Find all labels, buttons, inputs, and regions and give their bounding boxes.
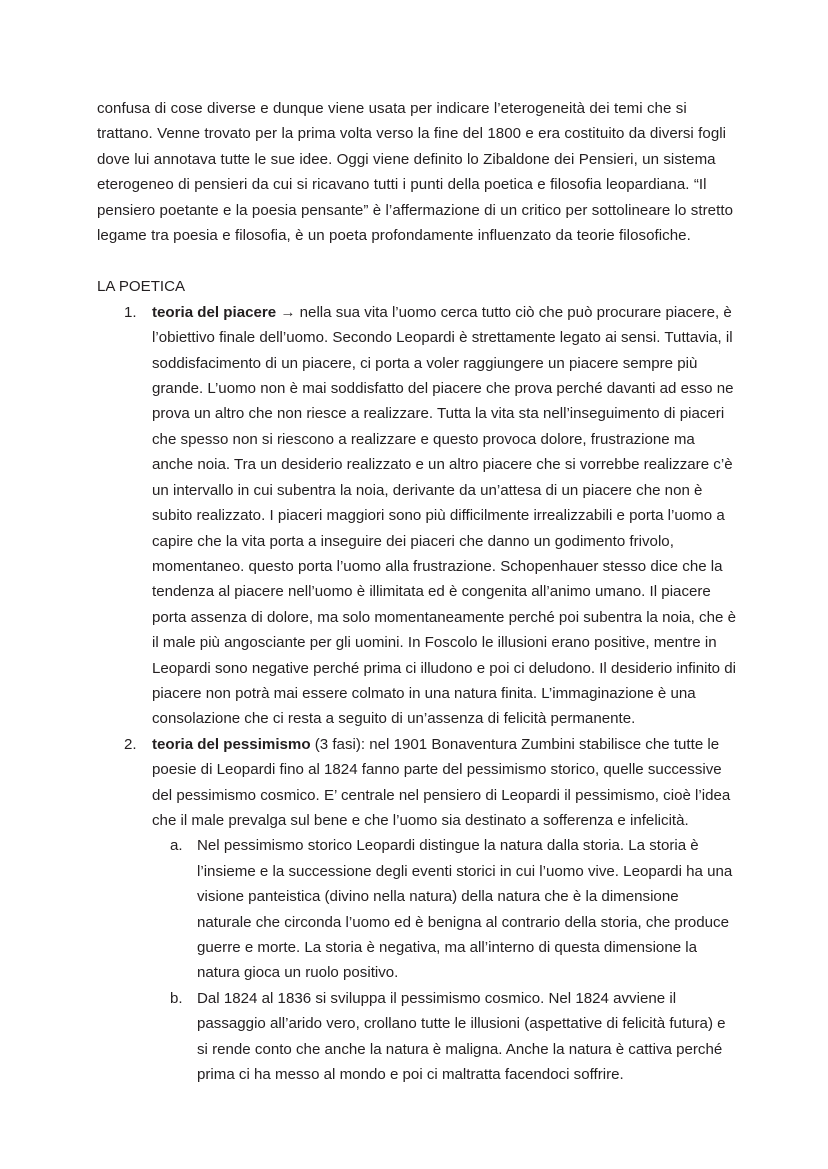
sublist-item-text: Dal 1824 al 1836 si sviluppa il pessimismo cosmico. Nel 1824 avviene il passaggio all’arido vero, crollano tutte le illusioni (aspettative di felicità futura) e si rende conto che anche la natura è maligna. Anche la natura è cattiva perché prima ci ha messo al mondo e poi ci maltratta facendoci soffrire. xyxy=(197,989,726,1084)
section-heading-la-poetica: LA POETICA xyxy=(97,278,186,296)
list-marker: 1. xyxy=(124,303,137,321)
list-item-term: teoria del piacere xyxy=(152,303,277,321)
sublist-item xyxy=(152,986,737,1088)
sublist-item-text: Nel pessimismo storico Leopardi distingue la natura dalla storia. La storia è l’insieme e la successione degli eventi storici in cui l’uomo vive. Leopardi ha una visione panteistica (divino nella natura) della natura che è la dimensione naturale che circonda l’uomo ed è benigna al contrario della storia, che produce guerre e morte. La storia è negativa, ma all’interno di questa dimensione la natura gioca un ruolo positivo. xyxy=(197,837,733,982)
list-marker: 2. xyxy=(124,735,137,753)
list-item xyxy=(97,300,737,732)
arrow-icon: → xyxy=(276,303,300,321)
list-item-body xyxy=(152,300,737,732)
list-item-term: teoria del pessimismo xyxy=(152,735,311,753)
sublist-marker: a. xyxy=(170,837,183,855)
pessimismo-lettered-sublist xyxy=(152,833,737,1087)
intro-paragraph: confusa di cose diverse e dunque viene usata per indicare l’eterogeneità dei temi che si trattano. Venne trovato per la prima volta verso la fine del 1800 e era costituito da diversi fogli dove lui annotava tutte le sue idee. Oggi viene definito lo Zibaldone dei Pensieri, un sistema eterogeneo di pensieri da cui si ricavano tutti i punti della poetica e filosofia leopardiana. “Il pensiero poetante e la poesia pensante” è l’affermazione di un critico per sottolineare lo stretto legame tra poesia e filosofia, è un poeta profondamente influenzato da teorie filosofiche. xyxy=(97,100,734,245)
list-item-body xyxy=(152,732,737,834)
list-item-text: nella sua vita l’uomo cerca tutto ciò che può procurare piacere, è l’obiettivo finale dell’uomo. Secondo Leopardi è strettamente legato ai sensi. Tuttavia, il soddisfacimento di un piacere, ci porta a voler raggiungere un piacere sempre più grande. L’uomo non è mai soddisfatto del piacere che prova perché davanti ad esso ne prova un altro che non riesce a realizzare. Tutta la vita sta nell’inseguimento di piaceri che spesso non si riescono a realizzare e questo provoca dolore, frustrazione ma anche noia. Tra un desiderio realizzato e un altro piacere che si vorrebbe realizzare c’è un intervallo in cui subentra la noia, derivante da un’attesa di un piacere che non è subito realizzato. I piaceri maggiori sono più difficilmente irrealizzabili e porta l’uomo a capire che la vita porta a inseguire dei piaceri che danno un godimento frivolo, momentaneo. questo porta l’uomo alla frustrazione. Schopenhauer stesso dice che la tendenza al piacere nell’uomo è illimitata ed è congenita all’animo umano. Il piacere porta assenza di dolore, ma solo momentaneamente perché poi subentra la noia, che è il male più angosciante per gli uomini. In Foscolo le illusioni erano positive, mentre in Leopardi sono negative perché prima ci illudono e poi ci deludono. Il desiderio infinito di piacere non potrà mai essere colmato in una natura finita. L’immaginazione è una consolazione che ci resta a seguito di un’assenza di felicità permanente. xyxy=(152,303,736,728)
sublist-marker: b. xyxy=(170,989,183,1007)
poetica-numbered-list xyxy=(97,300,737,1088)
sublist-item xyxy=(152,833,737,985)
list-item-text: (3 fasi): nel 1901 Bonaventura Zumbini stabilisce che tutte le poesie di Leopardi fino al 1824 fanno parte del pessimismo storico, quelle successive del pessimismo cosmico. E’ centrale nel pensiero di Leopardi il pessimismo, cioè l’idea che il male prevalga sul bene e che l’uomo sia destinato a sofferenza e infelicità. xyxy=(152,735,731,829)
list-item xyxy=(97,732,737,1088)
document-body xyxy=(97,96,737,1087)
